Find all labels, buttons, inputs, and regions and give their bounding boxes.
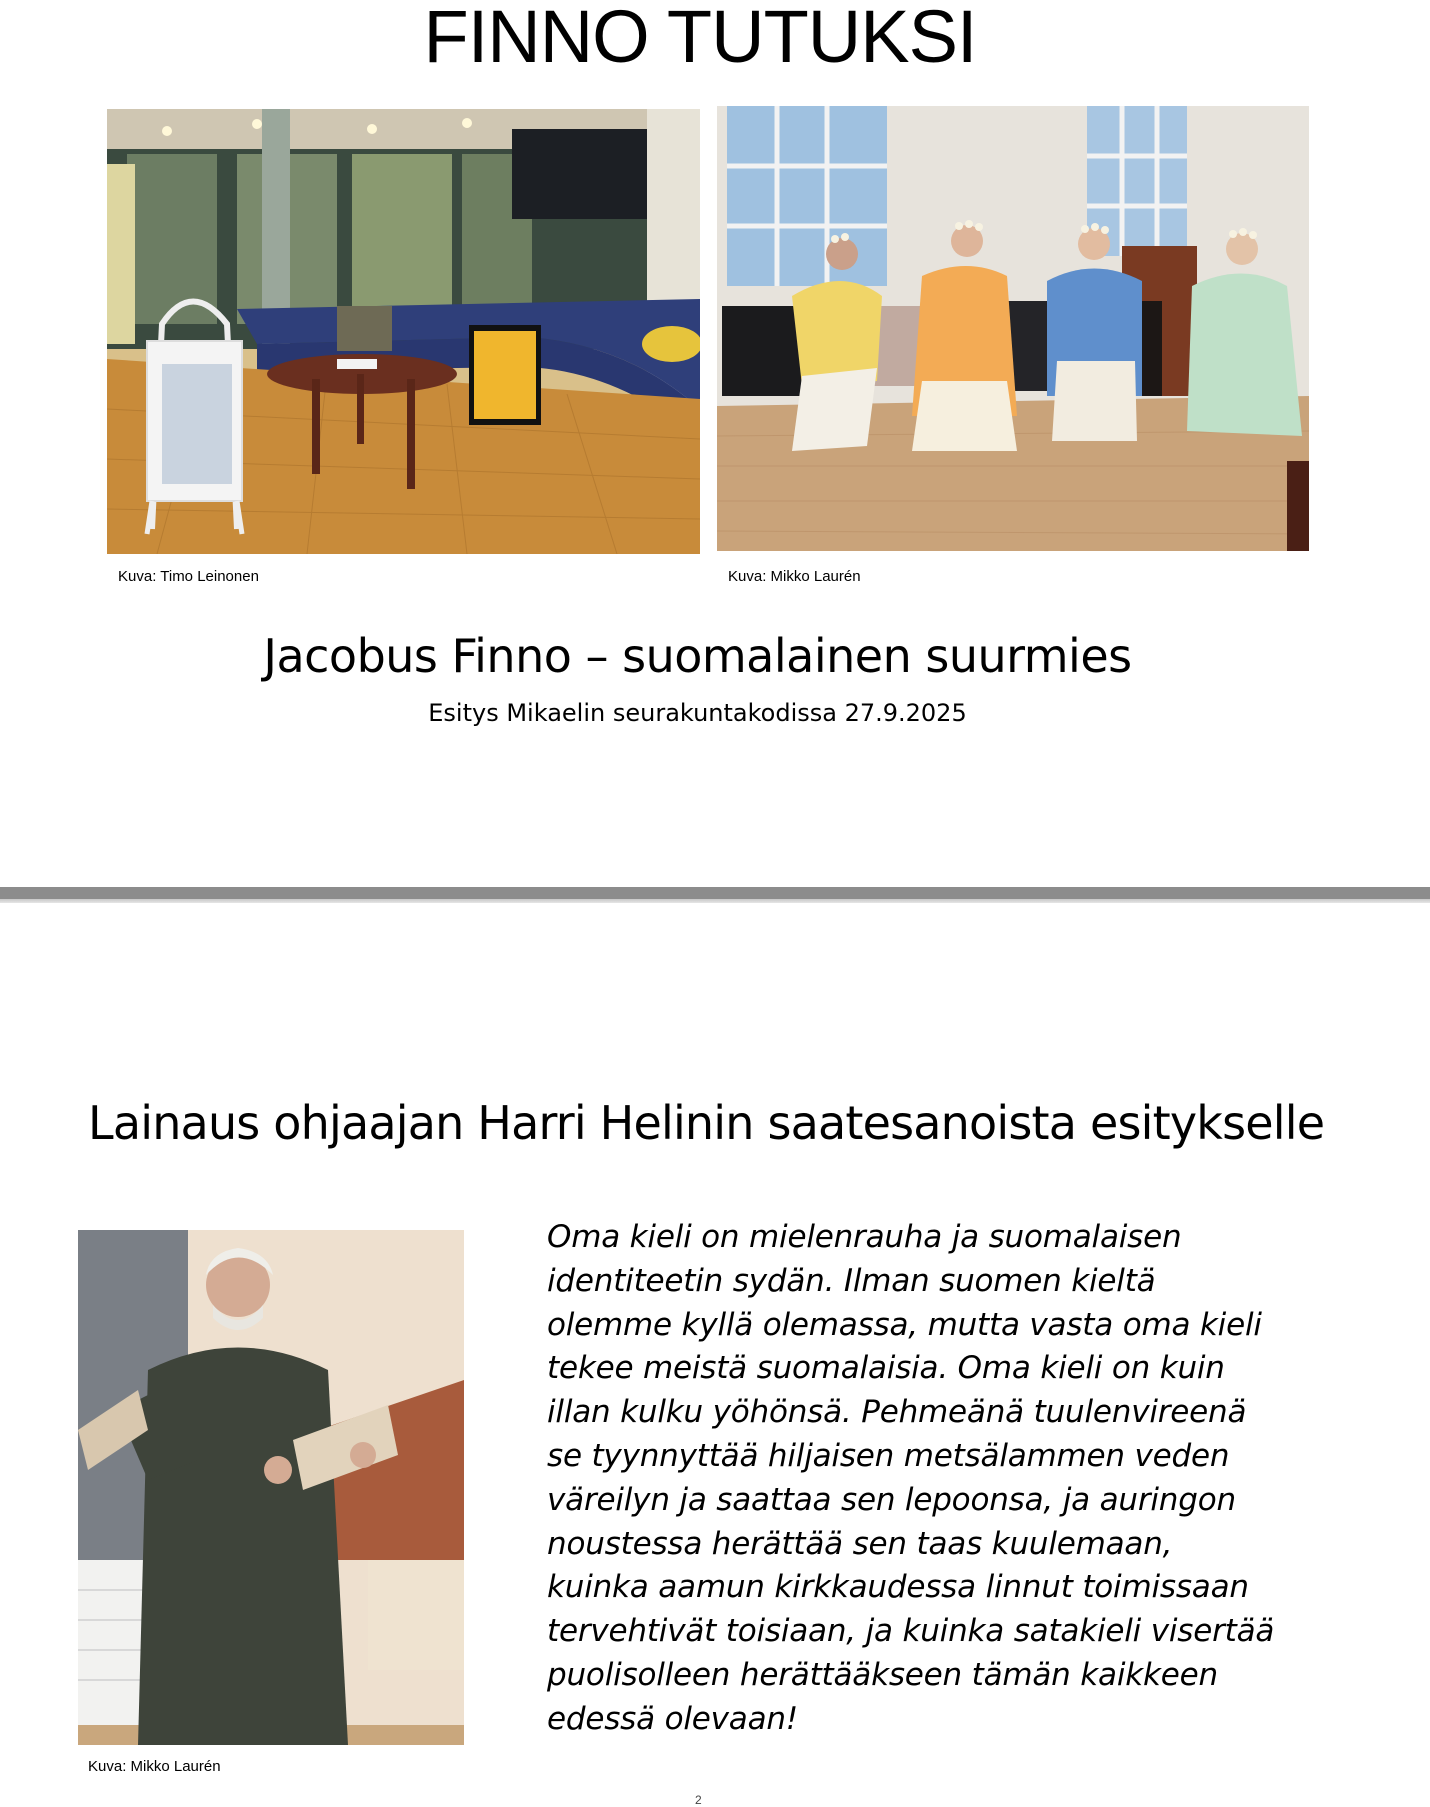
page-title: FINNO TUTUKSI [423, 0, 977, 78]
quote-line: edessä olevaan! [547, 1700, 799, 1737]
quote-line: noustessa herättää sen taas kuulemaan, [547, 1525, 1173, 1562]
lobby-photo [107, 109, 700, 554]
quote-line: väreilyn ja saattaa sen lepoonsa, ja auringon [547, 1481, 1236, 1518]
quote-line: puolisolleen herättääkseen tämän kaikkeen [547, 1656, 1218, 1693]
quote-line: Oma kieli on mielenrauha ja suomalaisen [547, 1219, 1182, 1255]
director-photo-caption: Kuva: Mikko Laurén [88, 1758, 221, 1775]
performers-photo [717, 106, 1309, 551]
quote-line: tekee meistä suomalaisia. Oma kieli on kuin [547, 1350, 1225, 1387]
lobby-photo-caption: Kuva: Timo Leinonen [118, 568, 259, 585]
quote-line: tervehtivät toisiaan, ja kuinka satakieli visertää [547, 1613, 1275, 1650]
quote-section-heading: Lainaus ohjaajan Harri Helinin saatesanoista esitykselle [88, 1096, 1325, 1150]
page-divider [0, 887, 1430, 903]
quote-line: illan kulku yöhönsä. Pehmeänä tuulenvireenä [547, 1394, 1247, 1431]
quote-line: olemme kyllä olemassa, mutta vasta oma kieli [547, 1306, 1262, 1343]
event-subtitle: Esitys Mikaelin seurakuntakodissa 27.9.2025 [428, 699, 967, 727]
quote-line: se tyynnyttää hiljaisen metsälammen veden [547, 1437, 1230, 1474]
director-photo [78, 1230, 464, 1745]
event-title: Jacobus Finno – suomalainen suurmies [263, 629, 1132, 683]
quote-text [547, 1216, 1297, 1742]
page-number: 2 [695, 1793, 702, 1807]
quote-line: kuinka aamun kirkkaudessa linnut toimissaan [547, 1569, 1249, 1606]
quote-line: identiteetin sydän. Ilman suomen kieltä [547, 1262, 1156, 1299]
performers-photo-caption: Kuva: Mikko Laurén [728, 568, 861, 585]
